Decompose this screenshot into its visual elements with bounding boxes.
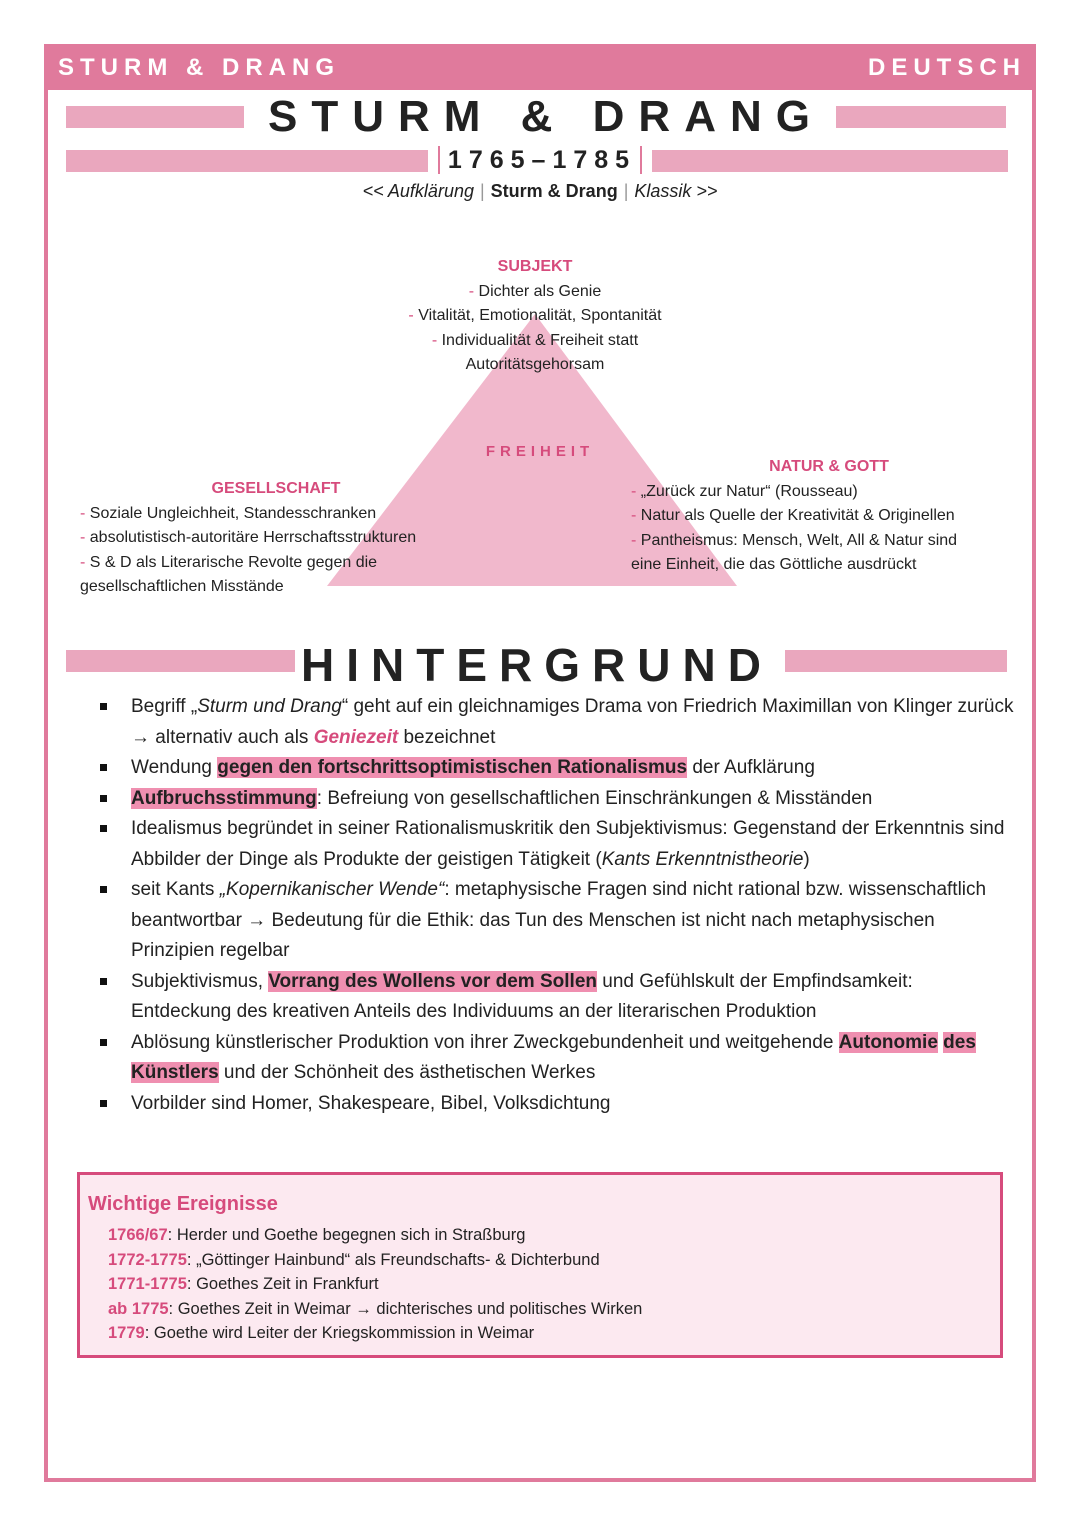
header-left-label: STURM & DRANG (58, 54, 340, 81)
page-title: STURM & DRANG (0, 92, 1080, 142)
event-item: 1766/67: Herder und Goethe begegnen sich in Straßburg (108, 1226, 526, 1244)
subjekt-block: SUBJEKT - Dichter als Genie - Vitalität, Emotionalität, Spontanität - Individualität & Freiheit statt Autoritätsgehorsam (330, 255, 740, 378)
subjekt-heading: SUBJEKT (497, 258, 573, 275)
event-item: 1779: Goethe wird Leiter der Kriegskommission in Weimar (108, 1324, 535, 1342)
header-right-label: DEUTSCH (867, 54, 1026, 81)
epoch-next: Klassik >> (634, 181, 718, 201)
list-item: Begriff „Sturm und Drang“ geht auf ein gleichnamiges Drama von Friedrich Maximillan von Klinger zurück → alternativ auch als Geniezeit bezeichnet (96, 692, 1016, 753)
hintergrund-heading: HINTERGRUND (0, 638, 1080, 692)
events-title: Wichtige Ereignisse (88, 1193, 278, 1215)
list-item: Idealismus begründet in seiner Rationalismuskritik den Subjektivismus: Gegenstand der Erkenntnis sind Abbilder der Dinge als Produkte der geistigen Tätigkeit (Kants Erkenntnistheorie) (96, 814, 1016, 875)
event-item: 1771-1775: Goethes Zeit in Frankfurt (108, 1275, 379, 1293)
epoch-prev: << Aufklärung (362, 181, 474, 201)
list-item: seit Kants „Kopernikanischer Wende“: metaphysische Fragen sind nicht rational bzw. wissenschaftlich beantwortbar → Bedeutung für die Ethik: das Tun des Menschen ist nicht nach metaphysischen Prinzipien regelbar (96, 875, 1016, 967)
list-item: Vorbilder sind Homer, Shakespeare, Bibel, Volksdichtung (96, 1089, 1016, 1120)
list-item: Wendung gegen den fortschrittsoptimistischen Rationalismus der Aufklärung (96, 753, 1016, 784)
header-bar (44, 44, 1036, 90)
triangle-center-label: FREIHEIT (485, 443, 595, 460)
list-item: Subjektivismus, Vorrang des Wollens vor dem Sollen und Gefühlskult der Empfindsamkeit: Entdeckung des kreativen Anteils des Individuums an der literarischen Produktion (96, 967, 1016, 1028)
gesellschaft-heading: GESELLSCHAFT (211, 480, 341, 497)
list-item: Ablösung künstlerischer Produktion von ihrer Zweckgebundenheit und weitgehende Autonomie des Künstlers und der Schönheit des ästhetischen Werkes (96, 1028, 1016, 1089)
list-item: Aufbruchsstimmung: Befreiung von gesellschaftlichen Einschränkungen & Misständen (96, 784, 1016, 815)
event-item: 1772-1775: „Göttinger Hainbund“ als Freundschafts- & Dichterbund (108, 1250, 600, 1269)
gesellschaft-block: GESELLSCHAFT - Soziale Ungleichheit, Standesschranken - absolutistisch-autoritäre Herrschaftsstrukturen - S & D als Literarische Revolte gegen die gesellschaftlichen Misstände (80, 477, 500, 600)
epoch-nav: << Aufklärung | Sturm & Drang | Klassik >> (362, 181, 718, 201)
hintergrund-list (96, 692, 1016, 1119)
events-list (108, 1223, 642, 1346)
years: 1765–1785 (0, 146, 1080, 175)
events-box (77, 1172, 1003, 1358)
natur-gott-heading: NATUR & GOTT (769, 458, 889, 475)
event-item: ab 1775: Goethes Zeit in Weimar → dichterisches und politisches Wirken (108, 1299, 643, 1318)
natur-gott-block: NATUR & GOTT - „Zurück zur Natur“ (Rousseau) - Natur als Quelle der Kreativität & Originellen - Pantheismus: Mensch, Welt, All & Natur sind eine Einheit, die das Göttliche ausdrückt (631, 455, 1031, 578)
epoch-current: Sturm & Drang (490, 181, 618, 201)
